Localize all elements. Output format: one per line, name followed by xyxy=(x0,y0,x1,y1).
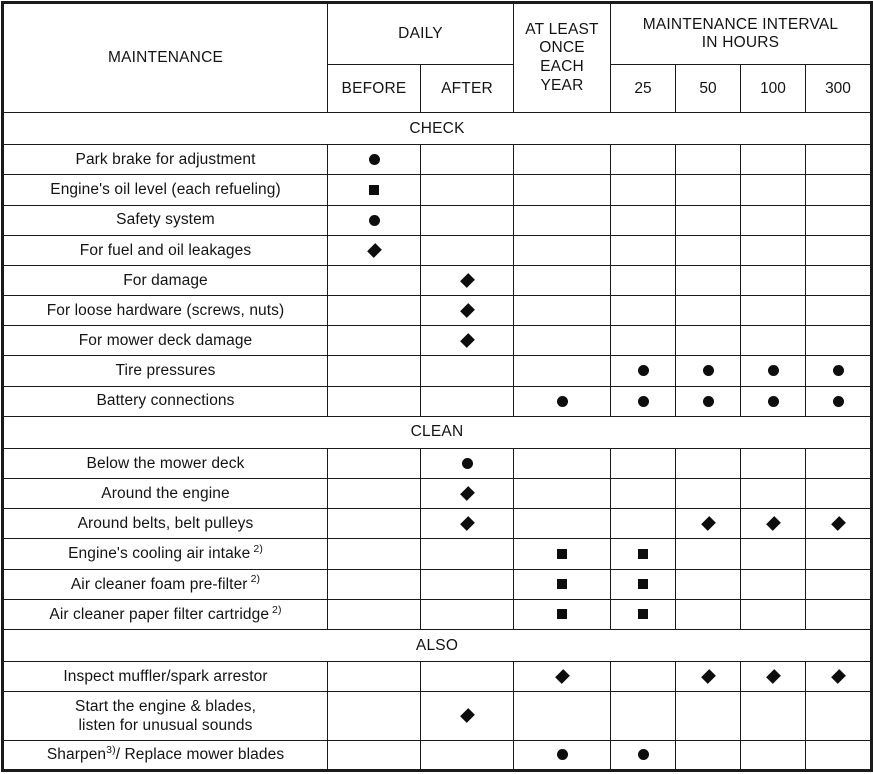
schedule-cell-year xyxy=(514,175,611,205)
diamond-marker xyxy=(367,243,382,258)
schedule-cell-h50 xyxy=(676,662,741,692)
schedule-cell-year xyxy=(514,692,611,740)
diamond-marker xyxy=(460,516,475,531)
schedule-cell-h100 xyxy=(741,740,806,770)
schedule-cell-h300 xyxy=(806,175,872,205)
maintenance-item-label: Park brake for adjustment xyxy=(3,145,328,175)
circle-marker xyxy=(768,396,779,407)
square-marker xyxy=(557,549,567,559)
schedule-cell-year xyxy=(514,569,611,599)
schedule-cell-h50 xyxy=(676,509,741,539)
table-row xyxy=(3,692,872,740)
schedule-cell-before xyxy=(328,539,421,569)
square-marker xyxy=(638,609,648,619)
schedule-cell-h50 xyxy=(676,205,741,235)
schedule-cell-h100 xyxy=(741,326,806,356)
schedule-cell-year xyxy=(514,235,611,265)
schedule-cell-before xyxy=(328,662,421,692)
maintenance-item-label: Air cleaner paper filter cartridge $^{2)}$ xyxy=(3,599,328,629)
schedule-cell-after xyxy=(421,326,514,356)
schedule-cell-before xyxy=(328,265,421,295)
circle-marker xyxy=(369,154,380,165)
header-interval-line1: MAINTENANCE INTERVAL xyxy=(642,15,839,33)
schedule-cell-h100 xyxy=(741,386,806,416)
diamond-marker xyxy=(460,303,475,318)
schedule-cell-after xyxy=(421,479,514,509)
table-row xyxy=(3,205,872,235)
footnote-marker: 2) xyxy=(250,573,261,586)
schedule-cell-h100 xyxy=(741,692,806,740)
schedule-cell-h100 xyxy=(741,509,806,539)
schedule-cell-year xyxy=(514,448,611,478)
schedule-cell-before xyxy=(328,296,421,326)
schedule-cell-h300 xyxy=(806,386,872,416)
square-marker xyxy=(369,185,379,195)
schedule-cell-h25 xyxy=(611,145,676,175)
table-row xyxy=(3,265,872,295)
schedule-cell-h25 xyxy=(611,235,676,265)
maintenance-item-label: Start the engine & blades, listen for unusual sounds xyxy=(3,692,328,740)
table-header xyxy=(3,3,872,113)
header-interval-line2: IN HOURS xyxy=(701,34,780,51)
schedule-cell-h50 xyxy=(676,235,741,265)
table-row xyxy=(3,145,872,175)
header-daily: DAILY xyxy=(328,3,514,65)
schedule-cell-h300 xyxy=(806,205,872,235)
maintenance-item-label: For mower deck damage xyxy=(3,326,328,356)
table-row xyxy=(3,386,872,416)
schedule-cell-h300 xyxy=(806,479,872,509)
schedule-cell-h300 xyxy=(806,326,872,356)
table-row xyxy=(3,599,872,629)
schedule-cell-h25 xyxy=(611,205,676,235)
section-heading-clean: CLEAN xyxy=(3,416,872,448)
schedule-cell-after xyxy=(421,539,514,569)
diamond-marker xyxy=(460,333,475,348)
header-year-line4: YEAR xyxy=(540,76,584,94)
header-hours-100: 100 xyxy=(741,65,806,113)
circle-marker xyxy=(638,365,649,376)
diamond-marker xyxy=(701,516,716,531)
schedule-cell-after xyxy=(421,448,514,478)
maintenance-item-label: Around the engine xyxy=(3,479,328,509)
square-marker xyxy=(638,549,648,559)
schedule-cell-h50 xyxy=(676,296,741,326)
diamond-marker xyxy=(555,669,570,684)
header-year-line2: ONCE xyxy=(539,39,585,57)
schedule-cell-year xyxy=(514,386,611,416)
maintenance-item-label: Engine's cooling air intake $^{2)}$ xyxy=(3,539,328,569)
schedule-cell-h100 xyxy=(741,175,806,205)
diamond-marker xyxy=(766,669,781,684)
table-row xyxy=(3,326,872,356)
schedule-cell-h100 xyxy=(741,569,806,599)
header-row-group xyxy=(3,3,872,65)
schedule-cell-after xyxy=(421,296,514,326)
maintenance-schedule-table-wrapper xyxy=(0,1,873,774)
schedule-cell-before xyxy=(328,356,421,386)
schedule-cell-h25 xyxy=(611,479,676,509)
diamond-marker xyxy=(701,669,716,684)
circle-marker xyxy=(768,365,779,376)
schedule-cell-h100 xyxy=(741,599,806,629)
footnote-marker: 2) xyxy=(272,603,282,616)
circle-marker xyxy=(557,749,568,760)
schedule-cell-year xyxy=(514,145,611,175)
schedule-cell-before xyxy=(328,205,421,235)
header-hours-50: 50 xyxy=(676,65,741,113)
header-after: AFTER xyxy=(421,65,514,113)
schedule-cell-h100 xyxy=(741,479,806,509)
section-heading-row xyxy=(3,113,872,145)
schedule-cell-year xyxy=(514,740,611,770)
maintenance-item-label: Tire pressures xyxy=(3,356,328,386)
schedule-cell-h300 xyxy=(806,740,872,770)
circle-marker xyxy=(833,396,844,407)
schedule-cell-before xyxy=(328,448,421,478)
diamond-marker xyxy=(831,669,846,684)
schedule-cell-after xyxy=(421,235,514,265)
header-before: BEFORE xyxy=(328,65,421,113)
square-marker xyxy=(638,579,648,589)
schedule-cell-h100 xyxy=(741,205,806,235)
schedule-cell-after xyxy=(421,175,514,205)
schedule-cell-before xyxy=(328,145,421,175)
maintenance-item-label: Engine's oil level (each refueling) xyxy=(3,175,328,205)
schedule-cell-before xyxy=(328,569,421,599)
table-row xyxy=(3,448,872,478)
schedule-cell-year xyxy=(514,662,611,692)
circle-marker xyxy=(833,365,844,376)
schedule-cell-h50 xyxy=(676,265,741,295)
header-hours-25: 25 xyxy=(611,65,676,113)
schedule-cell-before xyxy=(328,479,421,509)
schedule-cell-after xyxy=(421,692,514,740)
table-row xyxy=(3,479,872,509)
schedule-cell-year xyxy=(514,509,611,539)
schedule-cell-h100 xyxy=(741,296,806,326)
schedule-cell-h25 xyxy=(611,356,676,386)
section-heading-check: CHECK xyxy=(3,113,872,145)
schedule-cell-before xyxy=(328,509,421,539)
schedule-cell-h50 xyxy=(676,692,741,740)
schedule-cell-h300 xyxy=(806,296,872,326)
circle-marker xyxy=(638,749,649,760)
schedule-cell-h50 xyxy=(676,448,741,478)
diamond-marker xyxy=(460,708,475,723)
maintenance-item-label: For loose hardware (screws, nuts) xyxy=(3,296,328,326)
schedule-cell-h50 xyxy=(676,145,741,175)
schedule-cell-h300 xyxy=(806,569,872,599)
schedule-cell-h300 xyxy=(806,692,872,740)
schedule-cell-h25 xyxy=(611,265,676,295)
maintenance-item-label: For damage xyxy=(3,265,328,295)
schedule-cell-after xyxy=(421,509,514,539)
schedule-cell-h25 xyxy=(611,448,676,478)
schedule-cell-year xyxy=(514,265,611,295)
schedule-cell-after xyxy=(421,356,514,386)
schedule-cell-h25 xyxy=(611,662,676,692)
table-row xyxy=(3,356,872,386)
maintenance-item-label: Around belts, belt pulleys xyxy=(3,509,328,539)
schedule-cell-after xyxy=(421,205,514,235)
header-year-line3: EACH xyxy=(540,58,584,75)
header-year-line1: AT LEAST xyxy=(525,20,599,38)
schedule-cell-before xyxy=(328,740,421,770)
table-row xyxy=(3,662,872,692)
schedule-cell-h25 xyxy=(611,386,676,416)
schedule-cell-after xyxy=(421,599,514,629)
table-row xyxy=(3,569,872,599)
maintenance-item-label: Sharpen$^{3)}$/ Replace mower blades xyxy=(3,740,328,770)
schedule-cell-before xyxy=(328,599,421,629)
square-marker xyxy=(557,579,567,589)
schedule-cell-after xyxy=(421,265,514,295)
section-heading-also: ALSO xyxy=(3,629,872,661)
diamond-marker xyxy=(460,273,475,288)
schedule-cell-h100 xyxy=(741,235,806,265)
maintenance-item-label: For fuel and oil leakages xyxy=(3,235,328,265)
circle-marker xyxy=(638,396,649,407)
maintenance-item-label: Safety system xyxy=(3,205,328,235)
schedule-cell-after xyxy=(421,145,514,175)
maintenance-item-label: Air cleaner foam pre-filter $^{2)}$ xyxy=(3,569,328,599)
footnote-marker: 3) xyxy=(106,743,116,756)
circle-marker xyxy=(369,215,380,226)
header-at-least-once-each-year xyxy=(514,3,611,113)
header-hours-300: 300 xyxy=(806,65,872,113)
maintenance-schedule-table xyxy=(1,1,873,772)
section-heading-row xyxy=(3,416,872,448)
maintenance-item-label: Battery connections xyxy=(3,386,328,416)
schedule-cell-h300 xyxy=(806,356,872,386)
schedule-cell-h50 xyxy=(676,479,741,509)
schedule-cell-h50 xyxy=(676,326,741,356)
schedule-cell-h100 xyxy=(741,448,806,478)
schedule-cell-after xyxy=(421,569,514,599)
schedule-cell-h50 xyxy=(676,599,741,629)
circle-marker xyxy=(557,396,568,407)
table-row xyxy=(3,235,872,265)
schedule-cell-h300 xyxy=(806,662,872,692)
schedule-cell-h25 xyxy=(611,740,676,770)
schedule-cell-after xyxy=(421,662,514,692)
maintenance-item-label: Inspect muffler/spark arrestor xyxy=(3,662,328,692)
schedule-cell-h25 xyxy=(611,599,676,629)
schedule-cell-h25 xyxy=(611,175,676,205)
schedule-cell-h100 xyxy=(741,145,806,175)
schedule-cell-h25 xyxy=(611,539,676,569)
schedule-cell-year xyxy=(514,356,611,386)
schedule-cell-h50 xyxy=(676,386,741,416)
schedule-cell-before xyxy=(328,692,421,740)
schedule-cell-h300 xyxy=(806,265,872,295)
table-row xyxy=(3,296,872,326)
schedule-cell-h300 xyxy=(806,599,872,629)
circle-marker xyxy=(462,458,473,469)
schedule-cell-year xyxy=(514,539,611,569)
schedule-cell-h50 xyxy=(676,740,741,770)
schedule-cell-h25 xyxy=(611,296,676,326)
schedule-cell-h50 xyxy=(676,356,741,386)
table-row xyxy=(3,740,872,770)
schedule-cell-h300 xyxy=(806,448,872,478)
schedule-cell-h25 xyxy=(611,692,676,740)
schedule-cell-h25 xyxy=(611,509,676,539)
schedule-cell-year xyxy=(514,599,611,629)
schedule-cell-h100 xyxy=(741,356,806,386)
header-maintenance: MAINTENANCE xyxy=(3,3,328,113)
circle-marker xyxy=(703,396,714,407)
schedule-cell-h100 xyxy=(741,265,806,295)
schedule-cell-year xyxy=(514,296,611,326)
schedule-cell-h300 xyxy=(806,509,872,539)
square-marker xyxy=(557,609,567,619)
schedule-cell-after xyxy=(421,386,514,416)
schedule-cell-after xyxy=(421,740,514,770)
schedule-cell-before xyxy=(328,386,421,416)
table-body xyxy=(3,113,872,771)
section-heading-row xyxy=(3,629,872,661)
maintenance-item-label: Below the mower deck xyxy=(3,448,328,478)
diamond-marker xyxy=(831,516,846,531)
schedule-cell-h300 xyxy=(806,145,872,175)
schedule-cell-h50 xyxy=(676,175,741,205)
schedule-cell-h50 xyxy=(676,569,741,599)
schedule-cell-h25 xyxy=(611,326,676,356)
schedule-cell-h50 xyxy=(676,539,741,569)
schedule-cell-h300 xyxy=(806,235,872,265)
schedule-cell-h100 xyxy=(741,662,806,692)
schedule-cell-h25 xyxy=(611,569,676,599)
schedule-cell-before xyxy=(328,326,421,356)
table-row xyxy=(3,175,872,205)
table-row xyxy=(3,539,872,569)
circle-marker xyxy=(703,365,714,376)
diamond-marker xyxy=(766,516,781,531)
schedule-cell-year xyxy=(514,205,611,235)
footnote-marker: 2) xyxy=(253,543,263,556)
schedule-cell-year xyxy=(514,326,611,356)
schedule-cell-h100 xyxy=(741,539,806,569)
schedule-cell-before xyxy=(328,235,421,265)
schedule-cell-h300 xyxy=(806,539,872,569)
header-maintenance-interval-in-hours xyxy=(611,3,872,65)
diamond-marker xyxy=(460,486,475,501)
schedule-cell-year xyxy=(514,479,611,509)
schedule-cell-before xyxy=(328,175,421,205)
table-row xyxy=(3,509,872,539)
